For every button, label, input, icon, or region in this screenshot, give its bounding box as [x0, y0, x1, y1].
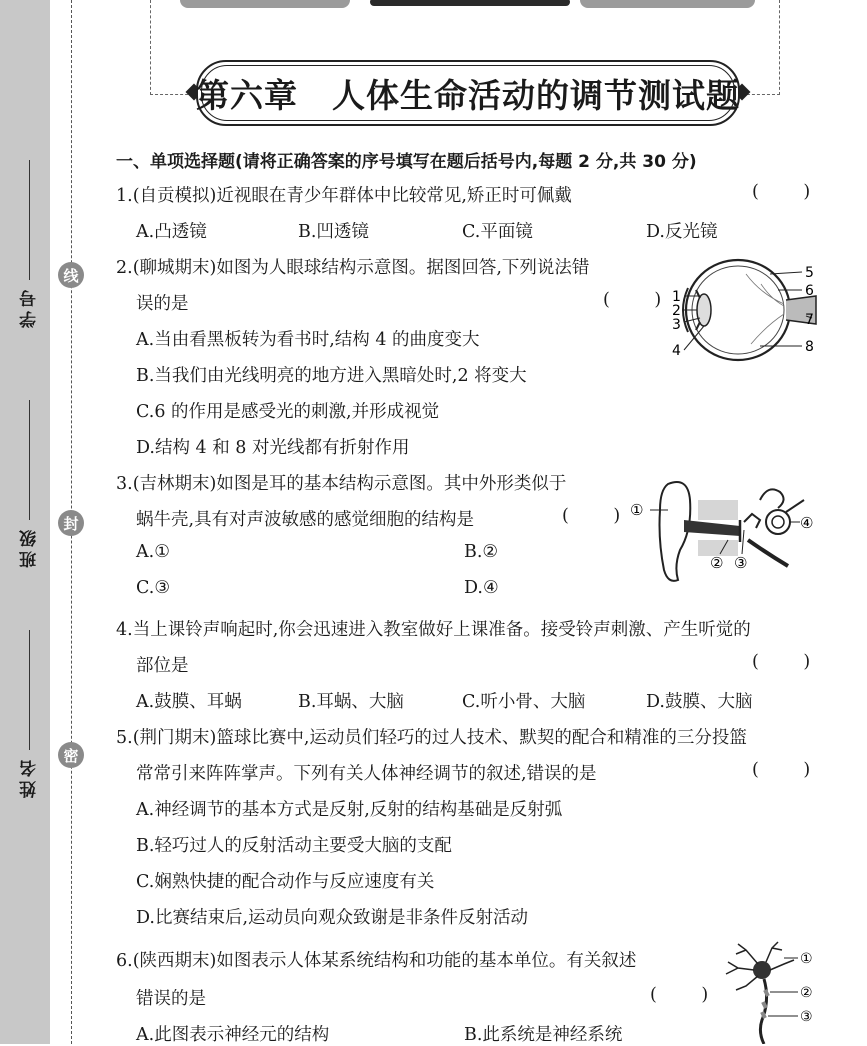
- q2-stem-line-1: 2.(聊城期末)如图为人眼球结构示意图。据图回答,下列说法错: [116, 258, 590, 278]
- ear-diagram: [628, 470, 818, 588]
- eye-label-5: 5: [805, 265, 814, 281]
- seal-mark-feng: 封: [58, 510, 84, 536]
- q4-option-b: B.耳蜗、大脑: [298, 692, 404, 712]
- eye-label-6: 6: [805, 283, 814, 299]
- student-id-field[interactable]: [14, 160, 44, 328]
- q6-option-a: A.此图表示神经元的结构: [136, 1025, 330, 1045]
- q6-stem-line-1: 6.(陕西期末)如图表示人体某系统结构和功能的基本单位。有关叙述: [116, 951, 637, 971]
- q5-option-c: C.娴熟快捷的配合动作与反应速度有关: [136, 872, 435, 892]
- q2-option-a: A.当由看黑板转为看书时,结构 4 的曲度变大: [136, 330, 480, 350]
- q3-option-a: A.①: [136, 542, 170, 562]
- seal-mark-xian: 线: [58, 262, 84, 288]
- q4-answer-paren[interactable]: ( ): [752, 652, 811, 672]
- student-id-label: 学号: [19, 286, 40, 328]
- eye-label-4: 4: [672, 343, 681, 359]
- class-blank[interactable]: [29, 400, 30, 520]
- neuron-label-1: ①: [800, 951, 813, 967]
- header-tab-left: [180, 0, 350, 8]
- ear-label-4: ④: [800, 514, 814, 532]
- q3-stem-line-1: 3.(吉林期末)如图是耳的基本结构示意图。其中外形类似于: [116, 474, 567, 494]
- eye-label-2: 2: [672, 303, 681, 319]
- q1-option-a: A.凸透镜: [136, 222, 207, 242]
- class-field[interactable]: [14, 400, 44, 568]
- q1-option-b: B.凹透镜: [298, 222, 369, 242]
- neuron-label-2: ②: [800, 985, 813, 1001]
- class-label: 班级: [19, 526, 40, 568]
- ossicles: [744, 514, 760, 528]
- semicircular-canals: [760, 489, 784, 508]
- q4-option-d: D.鼓膜、大脑: [646, 692, 753, 712]
- seal-mark-mi: 密: [58, 742, 84, 768]
- ear-label-3: ③: [734, 554, 748, 572]
- q5-stem-line-2: 常常引来阵阵掌声。下列有关人体神经调节的叙述,错误的是: [136, 764, 597, 784]
- header-tab-right: [580, 0, 755, 8]
- name-field[interactable]: [14, 630, 44, 798]
- q6-stem-line-2: 错误的是: [136, 989, 206, 1009]
- q1-stem-line-1: 1.(自贡模拟)近视眼在青少年群体中比较常见,矫正时可佩戴: [116, 186, 572, 206]
- q2-option-c: C.6 的作用是感受光的刺激,并形成视觉: [136, 402, 440, 422]
- q3-option-d: D.④: [464, 578, 499, 598]
- cochlea: [766, 510, 790, 534]
- q3-stem-line-2: 蜗牛壳,具有对声波敏感的感觉细胞的结构是: [136, 510, 475, 530]
- retina-vessels: [746, 274, 784, 344]
- q3-option-b: B.②: [464, 542, 499, 562]
- ear-label-1: ①: [630, 501, 644, 519]
- student-id-blank[interactable]: [29, 160, 30, 280]
- q2-option-b: B.当我们由光线明亮的地方进入黑暗处时,2 将变大: [136, 366, 527, 386]
- q5-stem-line-1: 5.(荆门期末)篮球比赛中,运动员们轻巧的过人技术、默契的配合和精准的三分投篮: [116, 728, 747, 748]
- eye-label-1: 1: [672, 289, 681, 305]
- eustachian-tube: [748, 540, 788, 566]
- eye-label-3: 3: [672, 317, 681, 333]
- neuron-diagram: [718, 940, 818, 1044]
- name-blank[interactable]: [29, 630, 30, 750]
- q4-stem-line-1: 4.当上课铃声响起时,你会迅速进入教室做好上课准备。接受铃声刺激、产生听觉的: [116, 620, 751, 640]
- q3-option-c: C.③: [136, 578, 171, 598]
- q2-stem-line-2: 误的是: [136, 294, 189, 314]
- q3-answer-paren[interactable]: ( ): [562, 506, 621, 526]
- eye-diagram: [666, 254, 826, 366]
- q5-option-a: A.神经调节的基本方式是反射,反射的结构基础是反射弧: [136, 800, 563, 820]
- q1-option-d: D.反光镜: [646, 222, 718, 242]
- neuron-cell-body: [753, 961, 771, 979]
- auditory-nerve: [786, 500, 804, 512]
- header-tab-center: [370, 0, 570, 6]
- q5-option-b: B.轻巧过人的反射活动主要受大脑的支配: [136, 836, 452, 856]
- lens: [697, 294, 711, 326]
- page-title: 第六章 人体生命活动的调节测试题: [196, 75, 740, 115]
- q5-option-d: D.比赛结束后,运动员向观众致谢是非条件反射活动: [136, 908, 529, 928]
- q5-answer-paren[interactable]: ( ): [752, 760, 811, 780]
- eye-label-8: 8: [805, 339, 814, 355]
- q6-answer-paren[interactable]: ( ): [650, 985, 709, 1005]
- q4-option-c: C.听小骨、大脑: [462, 692, 586, 712]
- ear-canal: [684, 520, 740, 536]
- q2-option-d: D.结构 4 和 8 对光线都有折射作用: [136, 438, 410, 458]
- eye-label-7: 7: [805, 312, 814, 328]
- q4-stem-line-2: 部位是: [136, 656, 189, 676]
- q6-option-b: B.此系统是神经系统: [464, 1025, 623, 1045]
- name-label: 姓名: [19, 756, 40, 798]
- neuron-label-3: ③: [800, 1009, 813, 1025]
- ear-label-2: ②: [710, 554, 724, 572]
- q4-option-a: A.鼓膜、耳蜗: [136, 692, 242, 712]
- section-title: 一、单项选择题(请将正确答案的序号填写在题后括号内,每题 2 分,共 30 分): [116, 152, 697, 172]
- q1-answer-paren[interactable]: ( ): [752, 182, 811, 202]
- q2-answer-paren[interactable]: ( ): [603, 290, 662, 310]
- q1-option-c: C.平面镜: [462, 222, 533, 242]
- title-box: [196, 60, 740, 126]
